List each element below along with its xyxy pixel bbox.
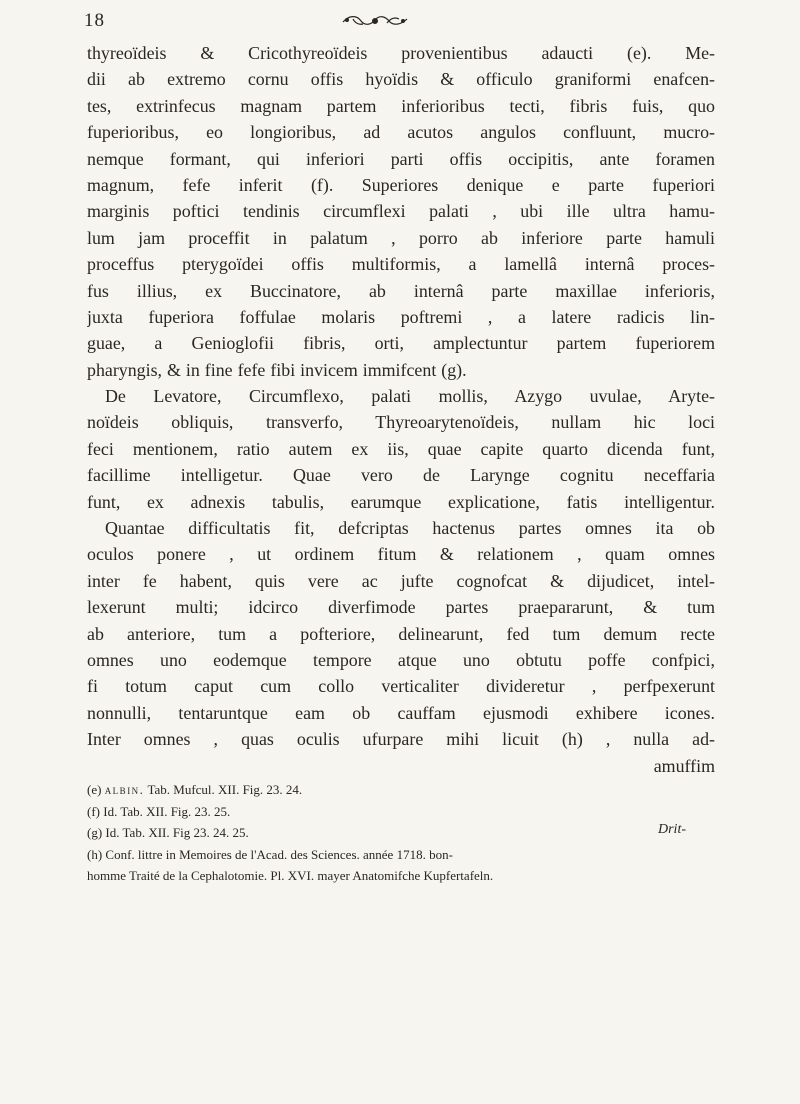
- footnote-text: Conf. littre in Memoires de l'Acad. des Sciences. année 1718. bon-: [105, 846, 453, 862]
- text-line: proceffus pterygoïdei offis multiformis, a lamellâ internâ proces-: [87, 254, 715, 275]
- text-line: De Levatore, Circumflexo, palati mollis, Azygo uvulae, Aryte-: [105, 386, 715, 407]
- text-line: Inter omnes , quas oculis ufurpare mihi licuit (h) , nulla ad-: [87, 729, 715, 750]
- text-line: feci mentionem, ratio autem ex iis, quae capite quarto dicenda funt,: [87, 438, 715, 459]
- text-line: dii ab extremo cornu offis hyoïdis & officulo graniformi enafcen-: [87, 69, 715, 90]
- text-line: tes, extrinfecus magnam partem inferioribus tecti, fibris fuis, quo: [87, 95, 715, 116]
- main-text: [87, 40, 715, 779]
- text-line: noïdeis obliquis, transverfo, Thyreoarytenoïdeis, nullam hic loci: [87, 412, 715, 433]
- footnote: [87, 844, 715, 866]
- footnote: [87, 779, 715, 801]
- text-line: inter fe habent, quis vere ac jufte cognofcat & dijudicet, intel-: [87, 570, 715, 591]
- text-line: nemque formant, qui inferiori parti offis occipitis, ante foramen: [87, 148, 715, 169]
- text-line: fi totum caput cum collo verticaliter divideretur , perfpexerunt: [87, 676, 715, 697]
- text-line: magnum, fefe inferit (f). Superiores denique e parte fuperiori: [87, 174, 715, 195]
- footnote-mark: (e): [87, 782, 102, 797]
- text-line: guae, a Genioglofii fibris, orti, amplectuntur partem fuperiorem: [87, 333, 715, 354]
- text-line: pharyngis, & in fine fefe fibi invicem immifcent (g).: [87, 359, 467, 380]
- floral-ornament-icon: [339, 13, 411, 29]
- footnote-text: Id. Tab. XII. Fig. 23. 25.: [103, 803, 231, 819]
- text-line: thyreoïdeis & Cricothyreoïdeis provenientibus adaucti (e). Me-: [87, 43, 715, 63]
- text-line: Quantae difficultatis fit, defcriptas hactenus partes omnes ita ob: [105, 518, 715, 539]
- text-line: oculos ponere , ut ordinem fitum & relationem , quam omnes: [87, 544, 715, 565]
- text-line: fuperioribus, eo longioribus, ad acutos angulos confluunt, mucro-: [87, 122, 715, 143]
- footnote-text: Id. Tab. XII. Fig 23. 24. 25.: [105, 825, 249, 841]
- footnote-author: albin.: [104, 782, 145, 797]
- footnote: [87, 801, 715, 823]
- text-line: marginis poftici tendinis circumflexi palati , ubi ille ultra hamu-: [87, 201, 715, 222]
- footnote-mark: (h): [87, 846, 103, 862]
- catchword: Drit-: [658, 822, 686, 837]
- text-line: nonnulli, tentaruntque eam ob cauffam ejusmodi exhibere icones.: [87, 702, 715, 723]
- text-line: funt, ex adnexis tabulis, earumque explicatione, fatis intelligentur.: [87, 491, 715, 512]
- text-line: ab anteriore, tum a pofteriore, delinearunt, fed tum demum recte: [87, 623, 715, 644]
- text-line: omnes uno eodemque tempore atque uno obtutu poffe confpici,: [87, 649, 715, 670]
- footnote-text: Tab. Mufcul. XII. Fig. 23. 24.: [147, 782, 303, 797]
- footnote-continuation: [87, 865, 715, 887]
- text-line: lum jam proceffit in palatum , porro ab inferiore parte hamuli: [87, 227, 715, 248]
- text-line: fus illius, ex Buccinatore, ab internâ parte maxillae inferioris,: [87, 280, 715, 301]
- footnote-text: homme Traité de la Cephalotomie. Pl. XVI. mayer Anatomifche Kupfertafeln.: [87, 868, 494, 884]
- footnote-mark: (g): [87, 825, 103, 841]
- footnote: [87, 822, 715, 844]
- text-line: lexerunt multi; idcirco diverfimode partes praepararunt, & tum: [87, 597, 715, 618]
- page-number: 18: [84, 10, 105, 31]
- text-line: amuffim: [653, 755, 715, 776]
- text-line: facillime intelligetur. Quae vero de Larynge cognitu neceffaria: [87, 465, 715, 486]
- footnotes: [87, 779, 715, 887]
- text-line: juxta fuperiora foffulae molaris poftremi , a latere radicis lin-: [87, 306, 715, 327]
- footnote-mark: (f): [87, 803, 100, 819]
